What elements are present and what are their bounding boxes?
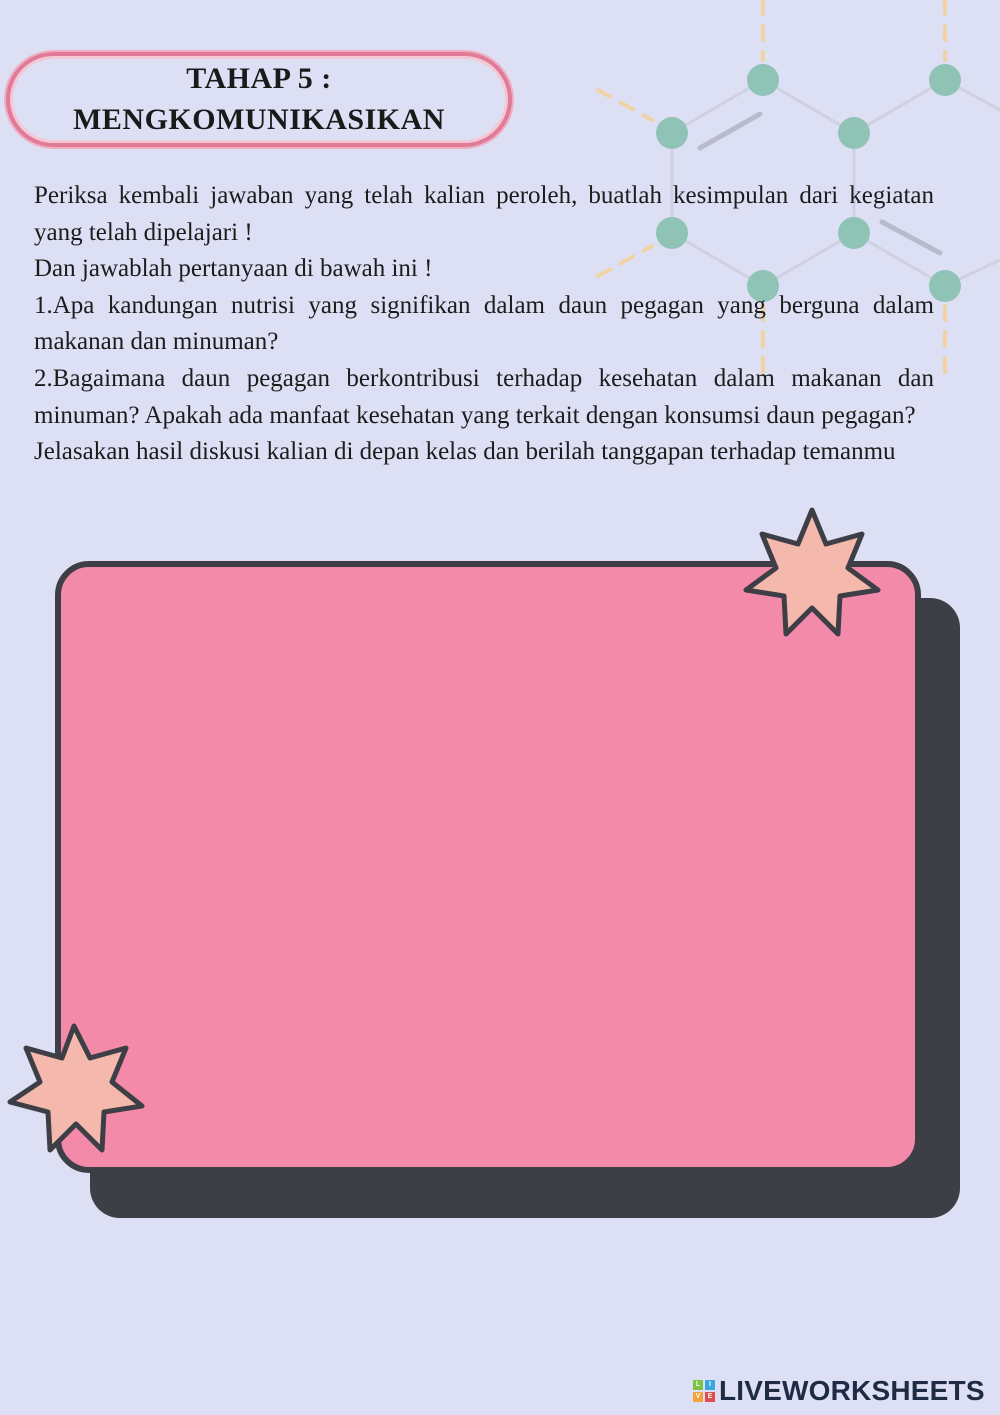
star-decoration [742,506,882,640]
question-1: 1.Apa kandungan nutrisi yang signifikan dalam daun pegagan yang berguna dalam makanan dan minuman? [34,291,934,356]
instructions-text [34,178,934,471]
title-line-1: TAHAP 5 : [186,62,332,95]
star-decoration [6,1022,146,1154]
answer-box[interactable] [55,561,921,1173]
title-banner [6,52,512,147]
closing-paragraph: Jelasakan hasil diskusi kalian di depan kelas dan berilah tanggapan terhadap temanmu [34,438,896,466]
liveworksheets-logo [693,1374,985,1408]
logo-text: LIVEWORKSHEETS [719,1375,985,1406]
question-2: 2.Bagaimana daun pegagan berkontribusi terhadap kesehatan dalam makanan dan minuman? Apakah ada manfaat kesehatan yang terkait dengan konsumsi daun pegagan? [34,364,934,429]
title-line-2: MENGKOMUNIKASIKAN [73,103,445,136]
liveworksheets-logo-icon: L I V E [693,1380,715,1402]
prompt-paragraph: Dan jawablah pertanyaan di bawah ini ! [34,255,433,283]
intro-paragraph: Periksa kembali jawaban yang telah kalian peroleh, buatlah kesimpulan dari kegiatan yang telah dipelajari ! [34,182,934,246]
